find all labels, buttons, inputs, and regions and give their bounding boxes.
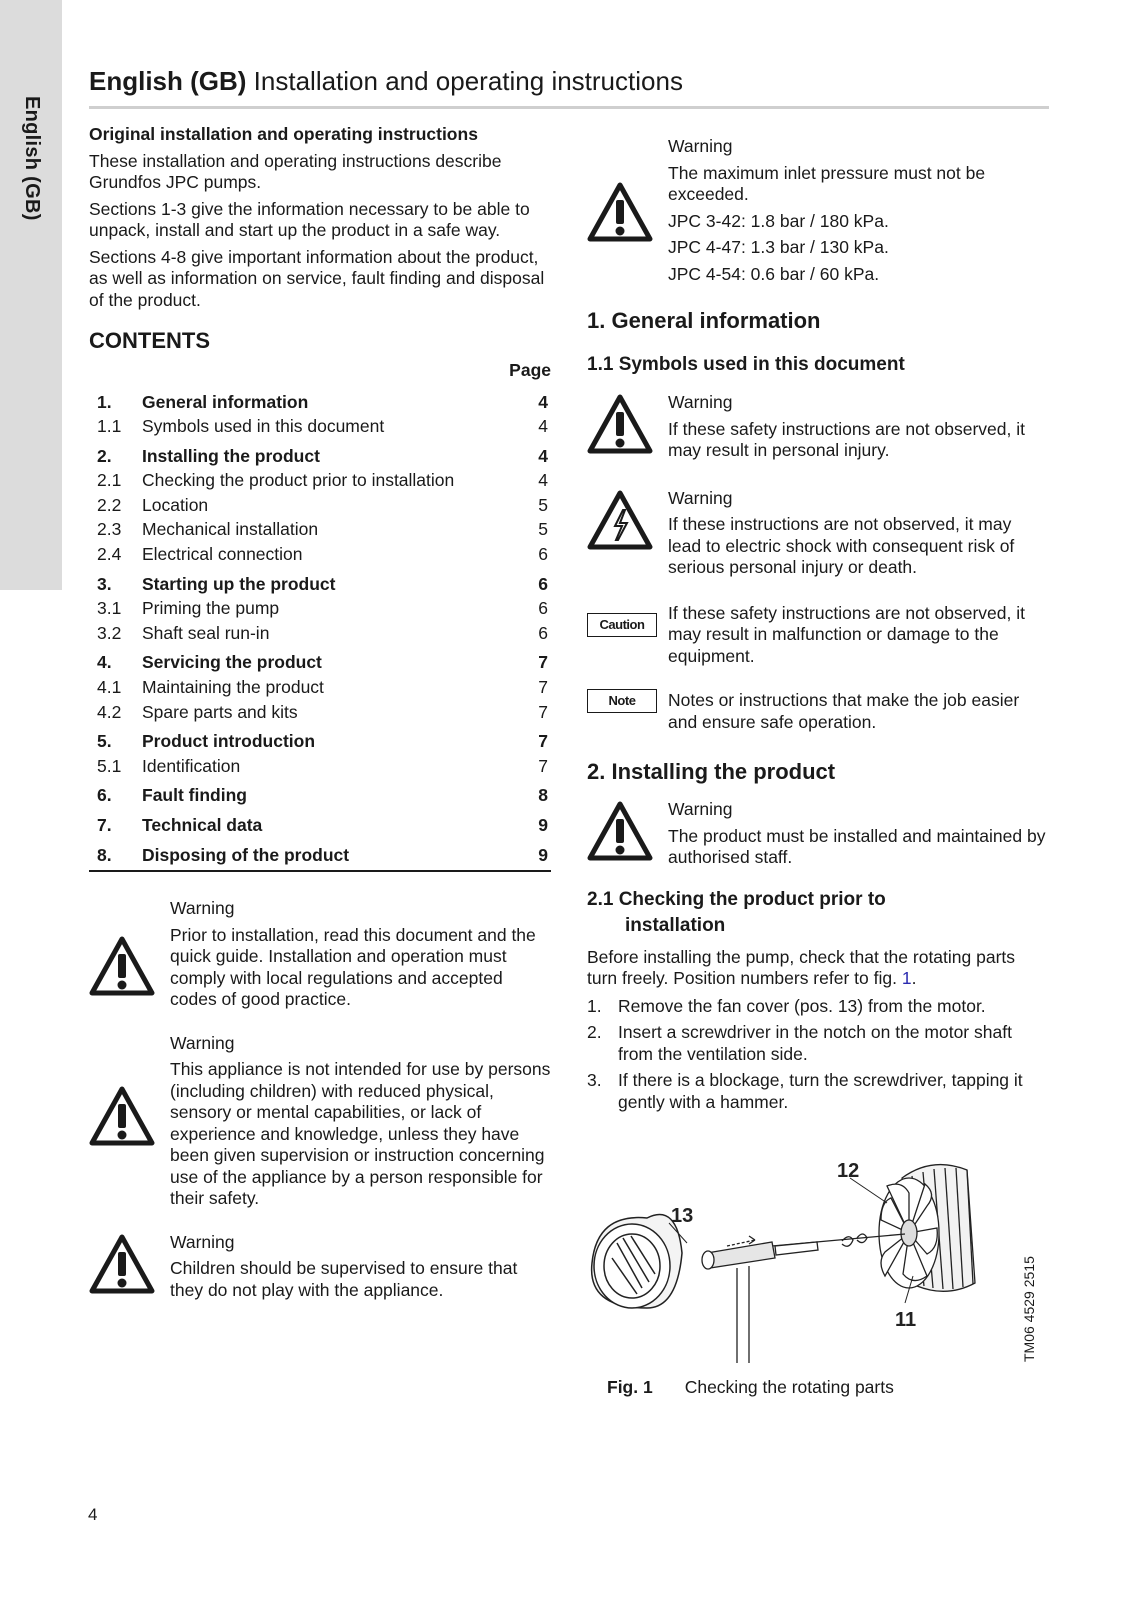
page-number: 4 (88, 1505, 98, 1524)
toc-number: 2.1 (97, 470, 122, 491)
warning-label: Warning (668, 487, 733, 508)
caution-text: If these safety instructions are not observed, it may result in malfunction or damage to the equipment. (668, 602, 1025, 666)
toc-page: 8 (538, 785, 548, 806)
warning-triangle-icon (587, 801, 653, 861)
figure-code: TM06 4529 2515 (1021, 1256, 1037, 1362)
left-column (89, 124, 551, 1301)
toc-row[interactable] (89, 444, 551, 469)
toc-row[interactable] (89, 843, 551, 868)
warning-triangle-icon (587, 394, 653, 454)
toc-title: Location (142, 494, 209, 515)
toc-page: 6 (538, 598, 548, 619)
screwdriver-drawing (702, 1234, 905, 1363)
warning-block (89, 1232, 551, 1302)
toc-row[interactable] (89, 754, 551, 779)
table-of-contents (89, 390, 551, 873)
toc-title: Product introduction (142, 731, 316, 752)
intro-paragraph: Sections 1-3 give the information necessary to be able to unpack, install and start up the product in a safe way. (89, 198, 530, 240)
pressure-line: JPC 4-47: 1.3 bar / 130 kPa. (668, 237, 889, 257)
side-language-tab (0, 0, 62, 590)
toc-row[interactable] (89, 783, 551, 808)
toc-title: Shaft seal run-in (142, 622, 270, 643)
toc-title: Maintaining the product (142, 677, 324, 698)
toc-number: 3.2 (97, 622, 122, 643)
toc-page: 6 (538, 573, 548, 594)
toc-title: General information (142, 391, 309, 412)
toc-number: 2.4 (97, 544, 122, 565)
warning-label: Warning (170, 1231, 235, 1252)
note-text: Notes or instructions that make the job easier and ensure safe operation. (668, 690, 1020, 732)
step-text: If there is a blockage, turn the screwdriver, tapping it gently with a hammer. (618, 1070, 1023, 1112)
toc-number: 4.2 (97, 701, 122, 722)
figure-1 (587, 1158, 1049, 1403)
toc-title: Disposing of the product (142, 844, 350, 865)
page-header (89, 66, 1049, 96)
toc-number: 1. (97, 391, 112, 412)
toc-page: 7 (538, 755, 548, 776)
subsection-heading (587, 887, 1049, 939)
step-number: 1. (587, 995, 602, 1016)
toc-number: 4.1 (97, 677, 122, 698)
warning-text: Children should be supervised to ensure that they do not play with the appliance. (170, 1258, 518, 1300)
step-item (587, 996, 1049, 1018)
install-intro-end: . (911, 968, 917, 988)
toc-title: Starting up the product (142, 573, 336, 594)
toc-row[interactable] (89, 390, 551, 415)
toc-page: 6 (538, 544, 548, 565)
toc-number: 2.3 (97, 519, 122, 540)
warning-text: The maximum inlet pressure must not be exceeded. (668, 162, 986, 204)
pressure-line: JPC 4-54: 0.6 bar / 60 kPa. (668, 263, 880, 284)
warning-label: Warning (170, 1032, 235, 1053)
warning-text: This appliance is not intended for use by persons (including children) with reduced physical, sensory or mental capabilities, or lack of experience and knowledge, unless they have been given supervision or instruction concerning use of the appliance by a person responsible for their safety. (170, 1059, 551, 1209)
toc-number: 4. (97, 652, 112, 673)
toc-page-header: Page (509, 360, 551, 380)
callout-13: 13 (671, 1205, 694, 1227)
toc-title: Checking the product prior to installation (142, 470, 455, 491)
fan-impeller-drawing (879, 1178, 939, 1288)
symbol-warning (587, 392, 1049, 462)
toc-page: 7 (538, 652, 548, 673)
toc-title: Symbols used in this document (142, 416, 385, 437)
intro-paragraph: Sections 4-8 give important information about the product, as well as information on service, fault finding and disposal of the product. (89, 246, 545, 310)
figure-reference-link[interactable]: 1 (901, 968, 912, 988)
step-item (587, 1070, 1049, 1113)
pressure-line: JPC 3-42: 1.8 bar / 180 kPa. (668, 210, 889, 231)
toc-title: Mechanical installation (142, 519, 319, 540)
warning-triangle-icon (89, 936, 155, 996)
step-item (587, 1022, 1049, 1065)
toc-row[interactable] (89, 572, 551, 597)
pump-fan-illustration (587, 1158, 1049, 1378)
toc-row[interactable] (89, 729, 551, 754)
toc-number: 3.1 (97, 598, 122, 619)
intro-paragraph: These installation and operating instructions describe Grundfos JPC pumps. (89, 150, 502, 192)
toc-page: 5 (538, 494, 548, 515)
symbol-electric-warning (587, 488, 1049, 579)
toc-title: Priming the pump (142, 598, 280, 619)
section-heading: 2. Installing the product (587, 759, 836, 784)
step-text: Remove the fan cover (pos. 13) from the motor. (618, 995, 986, 1016)
toc-row[interactable] (89, 517, 551, 542)
toc-page: 4 (538, 470, 548, 491)
install-intro-text: Before installing the pump, check that the rotating parts turn freely. Position numbers refer to fig. (587, 946, 1016, 988)
warning-triangle-icon (89, 1234, 155, 1294)
warning-label: Warning (668, 799, 733, 819)
right-column (587, 136, 1049, 1118)
warning-text: If these instructions are not observed, it may lead to electric shock with consequent risk of serious personal injury or death. (668, 514, 1015, 577)
toc-number: 8. (97, 844, 112, 865)
header-divider (89, 106, 1049, 109)
toc-row[interactable] (89, 650, 551, 675)
toc-number: 2.2 (97, 494, 122, 515)
toc-row[interactable] (89, 700, 551, 725)
warning-label: Warning (170, 898, 235, 919)
toc-row[interactable] (89, 468, 551, 493)
side-tab-label: English (GB) (21, 96, 43, 221)
toc-page: 7 (538, 731, 548, 752)
figure-caption (607, 1377, 894, 1398)
callout-11: 11 (895, 1309, 917, 1331)
warning-triangle-icon (89, 1086, 155, 1146)
toc-row[interactable] (89, 675, 551, 700)
note-badge: Note (587, 689, 657, 713)
subsection-heading: 1.1 Symbols used in this document (587, 354, 905, 375)
warning-text: The product must be installed and maintained by authorised staff. (668, 825, 1046, 867)
toc-row[interactable] (89, 596, 551, 621)
contents-heading: CONTENTS (89, 328, 210, 353)
toc-title: Technical data (142, 815, 263, 835)
toc-number: 2. (97, 445, 112, 466)
install-steps (587, 996, 1049, 1114)
toc-number: 3. (97, 573, 112, 594)
toc-page: 4 (538, 416, 548, 437)
install-warning (587, 799, 1049, 869)
toc-page: 5 (538, 519, 548, 540)
toc-page: 7 (538, 677, 548, 698)
caution-block (587, 603, 1049, 668)
warning-label: Warning (668, 136, 733, 156)
toc-title: Servicing the product (142, 652, 322, 673)
note-block (587, 690, 1049, 733)
install-intro (587, 947, 1049, 990)
warning-block (89, 1033, 551, 1210)
warning-triangle-icon (587, 182, 653, 242)
figure-label: Fig. 1 (607, 1377, 653, 1397)
intro-title: Original installation and operating instructions (89, 124, 478, 144)
header-language: English (GB) (89, 66, 247, 96)
toc-page: 4 (538, 445, 548, 466)
callout-12: 12 (837, 1160, 860, 1182)
toc-page: 9 (538, 844, 548, 865)
toc-page: 9 (538, 815, 548, 835)
toc-number: 5.1 (97, 755, 122, 776)
electric-shock-warning-icon (587, 490, 653, 550)
toc-title: Fault finding (142, 785, 247, 806)
toc-title: Electrical connection (142, 544, 303, 565)
caution-badge: Caution (587, 613, 657, 637)
warning-label: Warning (668, 392, 733, 412)
toc-row[interactable] (89, 813, 551, 838)
step-text: Insert a screwdriver in the notch on the motor shaft from the ventilation side. (618, 1022, 1012, 1064)
toc-number: 1.1 (97, 416, 122, 437)
header-title: Installation and operating instructions (253, 66, 683, 96)
toc-number: 7. (97, 815, 112, 835)
toc-title: Identification (142, 755, 241, 776)
figure-caption-text: Checking the rotating parts (684, 1377, 894, 1397)
toc-row[interactable] (89, 542, 551, 567)
subsection-heading-line2: installation (625, 914, 726, 936)
section-heading: 1. General information (587, 308, 821, 333)
warning-text: If these safety instructions are not observed, it may result in personal injury. (668, 418, 1025, 460)
warning-block (89, 898, 551, 1011)
step-number: 3. (587, 1070, 602, 1090)
step-number: 2. (587, 1022, 602, 1042)
toc-row[interactable] (89, 493, 551, 518)
warning-text: Prior to installation, read this document and the quick guide. Installation and operation must comply with local regulations and accepted codes of good practice. (170, 924, 536, 1010)
toc-page: 4 (538, 391, 548, 412)
toc-number: 5. (97, 731, 112, 752)
fan-cover-drawing (592, 1215, 682, 1308)
toc-row[interactable] (89, 621, 551, 646)
toc-number: 6. (97, 785, 112, 806)
toc-row[interactable] (89, 414, 551, 439)
toc-page: 6 (538, 622, 548, 643)
toc-title: Spare parts and kits (142, 701, 298, 722)
toc-page: 7 (538, 701, 548, 722)
toc-title: Installing the product (142, 445, 320, 466)
subsection-heading-line1: 2.1 Checking the product prior to (587, 888, 886, 910)
pressure-warning (587, 136, 1049, 285)
